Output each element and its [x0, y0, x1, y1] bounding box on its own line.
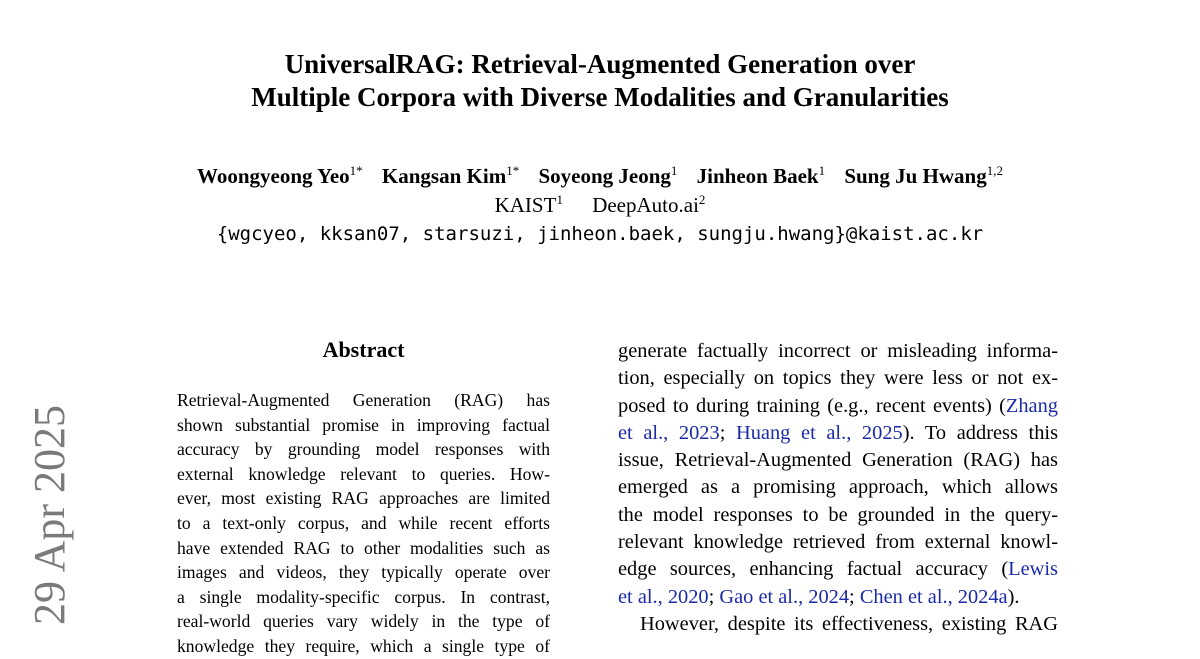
affiliation — [592, 193, 705, 217]
intro-line: tion, especially on topics they were less or not ex- — [618, 367, 1058, 390]
affiliation-mark: 2 — [698, 192, 706, 207]
citation-link[interactable]: et al., 2020 — [618, 585, 709, 608]
introduction-column — [618, 338, 1058, 638]
abstract-line: images and videos, they typically operate over — [177, 562, 550, 583]
author-name: Kangsan Kim — [381, 164, 507, 188]
author — [697, 164, 825, 188]
author — [538, 164, 677, 188]
intro-text: ; — [719, 421, 737, 444]
affiliation-name: DeepAuto.ai — [592, 193, 699, 217]
author-affiliation-mark: 1* — [349, 163, 363, 178]
intro-line — [618, 393, 1058, 420]
abstract-line: accuracy by grounding model responses with — [177, 439, 550, 460]
author-affiliation-mark: 1,2 — [986, 163, 1003, 178]
intro-line: the model responses to be grounded in the query- — [618, 503, 1058, 526]
intro-line: issue, Retrieval-Augmented Generation (RAG) has — [618, 449, 1058, 472]
title-line-1: UniversalRAG: Retrieval-Augmented Generation over — [284, 49, 916, 79]
intro-line: generate factually incorrect or misleading informa- — [618, 340, 1058, 362]
citation-link[interactable]: Gao et al., 2024 — [719, 585, 850, 608]
citation-link[interactable]: Huang et al., 2025 — [736, 421, 903, 444]
citation-link[interactable]: et al., 2023 — [618, 421, 720, 444]
intro-text: edge sources, enhancing factual accuracy ( — [618, 558, 1009, 581]
author-name: Jinheon Baek — [696, 164, 819, 188]
abstract-line: have extended RAG to other modalities such as — [177, 537, 550, 558]
intro-line — [618, 584, 1058, 611]
citation-link[interactable]: Zhang — [1005, 394, 1058, 417]
intro-text: ; — [708, 585, 720, 608]
author-list — [0, 162, 1200, 190]
author — [197, 164, 363, 188]
intro-text: ). To address this — [902, 421, 1059, 444]
abstract-body — [177, 388, 550, 659]
affiliation-name: KAIST — [494, 193, 557, 217]
intro-line: relevant knowledge retrieved from external knowl- — [618, 531, 1058, 554]
citation-link[interactable]: Chen et al., 2024a — [859, 585, 1008, 608]
abstract-line: a single modality-specific corpus. In contrast, — [177, 586, 550, 607]
author-name: Woongyeong Yeo — [197, 164, 350, 188]
intro-line: However, despite its effectiveness, existing RAG — [640, 612, 1058, 635]
abstract-line: Retrieval-Augmented Generation (RAG) has — [177, 390, 550, 410]
abstract-line: ever, most existing RAG approaches are limited — [177, 488, 550, 509]
author-affiliation-mark: 1* — [506, 163, 520, 178]
arxiv-date-stamp: 29 Apr 2025 — [25, 405, 74, 625]
intro-line: emerged as a promising approach, which allows — [618, 476, 1058, 499]
affiliation-mark: 1 — [556, 192, 563, 207]
intro-line — [618, 420, 1058, 447]
author-affiliation-mark: 1 — [670, 163, 678, 178]
author-affiliation-mark: 1 — [818, 163, 826, 178]
affiliation-list — [0, 191, 1200, 219]
author-name: Soyeong Jeong — [538, 164, 671, 188]
author — [382, 164, 519, 188]
title-line-2: Multiple Corpora with Diverse Modalities and Granularities — [251, 82, 949, 112]
intro-text: ; — [849, 585, 860, 608]
paper-title — [0, 48, 1200, 114]
abstract-line: knowledge they require, which a single type of — [177, 635, 550, 656]
abstract-heading: Abstract — [322, 337, 405, 362]
author-name: Sung Ju Hwang — [844, 164, 987, 188]
author-emails: {wgcyeo, kksan07, starsuzi, jinheon.baek, sungju.hwang}@kaist.ac.kr — [216, 223, 984, 245]
abstract-line: external knowledge relevant to queries. How- — [177, 463, 550, 484]
abstract-line: to a text-only corpus, and while recent efforts — [177, 512, 550, 533]
intro-text: ). — [1007, 585, 1020, 608]
citation-link[interactable]: Lewis — [1008, 558, 1058, 581]
abstract-line: shown substantial promise in improving factual — [177, 414, 550, 435]
intro-line — [618, 556, 1058, 583]
author — [844, 164, 1003, 188]
affiliation — [495, 193, 563, 217]
intro-text: posed to during training (e.g., recent events) ( — [618, 394, 1006, 417]
abstract-line: real-world queries vary widely in the type of — [177, 611, 550, 632]
